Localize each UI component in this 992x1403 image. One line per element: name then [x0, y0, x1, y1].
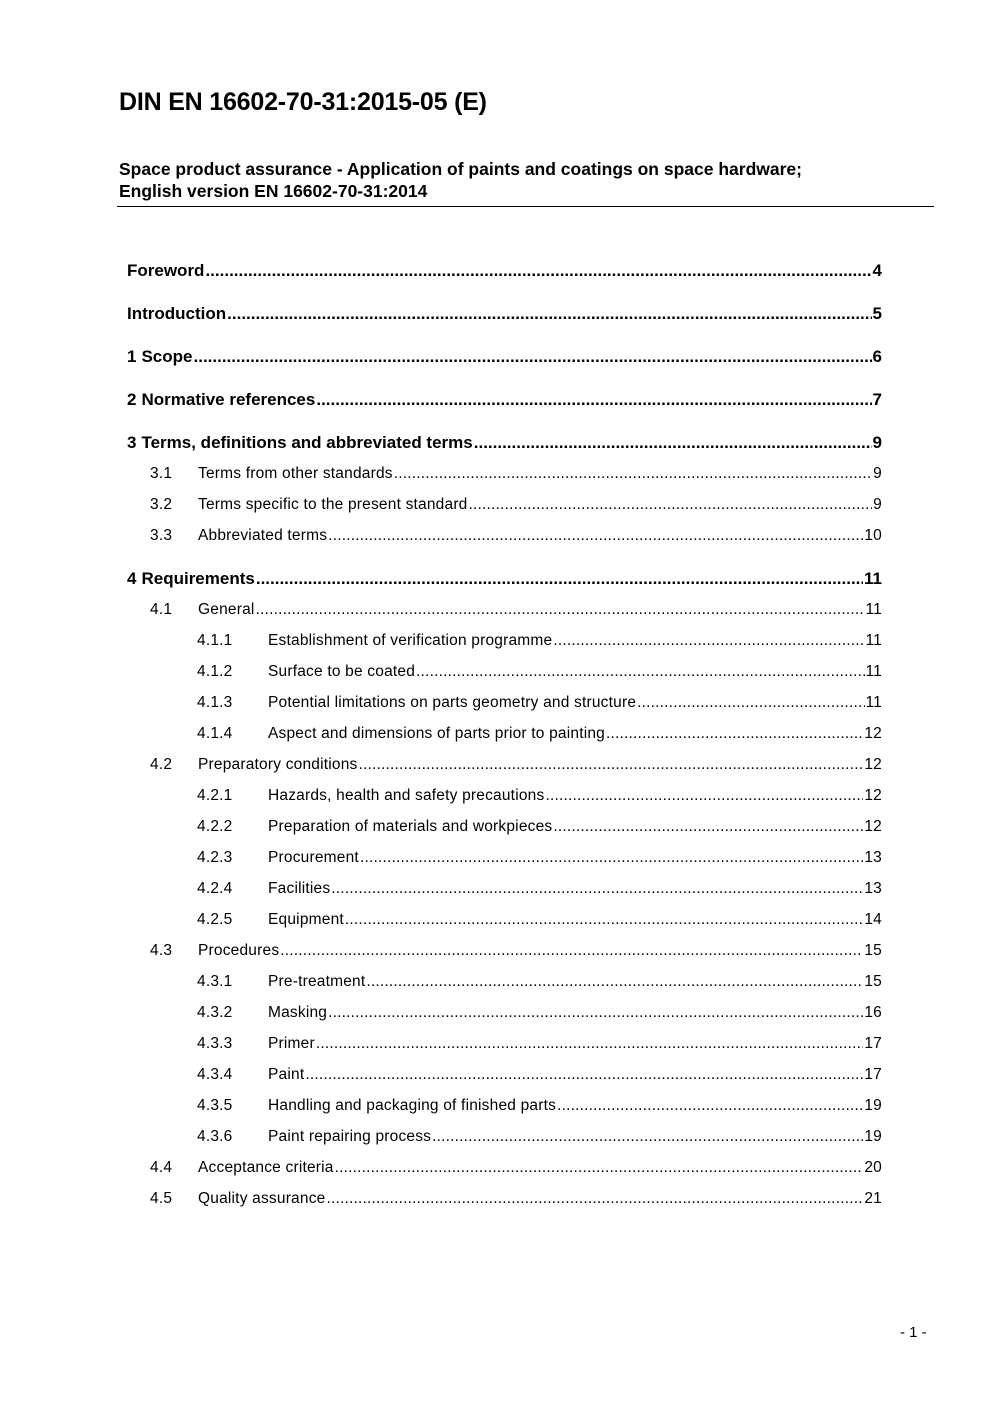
toc-dot-leader	[345, 911, 863, 929]
toc-entry[interactable]	[197, 973, 882, 997]
toc-page-number: 17	[864, 1035, 882, 1052]
toc-entry-number: 1	[127, 347, 137, 366]
toc-page-number: 11	[865, 663, 882, 680]
toc-entry-number: 4.3.5	[197, 1097, 233, 1114]
toc-page-number: 15	[864, 942, 882, 959]
toc-entry[interactable]	[197, 694, 882, 718]
toc-dot-leader	[557, 1097, 863, 1115]
toc-dot-leader	[360, 849, 863, 867]
toc-entry[interactable]	[197, 849, 882, 873]
toc-dot-leader	[416, 663, 864, 681]
toc-entry-title: Equipment	[268, 911, 344, 928]
toc-entry[interactable]	[150, 1159, 882, 1183]
toc-entry[interactable]	[197, 1066, 882, 1090]
subtitle-line-1: Space product assurance - Application of paints and coatings on space hardware;	[119, 159, 802, 179]
toc-entry[interactable]	[197, 663, 882, 687]
toc-entry-title: Introduction	[127, 304, 227, 323]
toc-page-number: 9	[873, 496, 882, 513]
toc-entry-number: 4.5	[150, 1190, 173, 1207]
toc-entry-number: 4.1.4	[197, 725, 233, 742]
toc-dot-leader	[227, 304, 871, 324]
toc-entry-number: 4.2.3	[197, 849, 233, 866]
toc-dot-leader	[553, 632, 864, 650]
toc-entry-title: Terms from other standards	[198, 465, 393, 482]
toc-entry-number: 2	[127, 390, 137, 409]
toc-page-number: 16	[864, 1004, 882, 1021]
toc-page-number: 11	[865, 694, 882, 711]
toc-entry-title: Abbreviated terms	[198, 527, 328, 544]
toc-dot-leader	[316, 1035, 864, 1053]
toc-entry-title: Procurement	[268, 849, 359, 866]
toc-entry-title: Paint	[268, 1066, 305, 1083]
toc-dot-leader	[358, 756, 863, 774]
toc-dot-leader	[474, 433, 872, 453]
toc-dot-leader	[305, 1066, 863, 1084]
toc-entry-number: 3.1	[150, 465, 173, 482]
toc-entry-title: Requirements	[141, 569, 255, 588]
toc-entry-number: 4.4	[150, 1159, 173, 1176]
toc-entry-title: Potential limitations on parts geometry and structure	[268, 694, 637, 711]
toc-dot-leader	[328, 1004, 863, 1022]
toc-entry[interactable]	[197, 725, 882, 749]
toc-entry[interactable]	[150, 756, 882, 780]
toc-entry-number: 4.3.2	[197, 1004, 233, 1021]
toc-entry-title: Normative references	[141, 390, 316, 409]
toc-page-number: 15	[864, 973, 882, 990]
toc-page-number: 4	[872, 261, 882, 280]
toc-entry[interactable]	[197, 818, 882, 842]
toc-entry[interactable]	[150, 942, 882, 966]
toc-entry-title: Scope	[141, 347, 193, 366]
toc-dot-leader	[469, 496, 873, 514]
toc-dot-leader	[256, 569, 863, 589]
toc-entry-number: 4.2.1	[197, 787, 233, 804]
toc-entry[interactable]	[127, 569, 882, 593]
toc-entry-number: 4.1.3	[197, 694, 233, 711]
document-title: DIN EN 16602-70-31:2015-05 (E)	[119, 88, 487, 116]
toc-dot-leader	[432, 1128, 863, 1146]
toc-entry-title: Preparatory conditions	[198, 756, 358, 773]
toc-entry-title: General	[198, 601, 255, 618]
toc-page-number: 9	[873, 465, 882, 482]
toc-entry-number: 4.2.4	[197, 880, 233, 897]
toc-page-number: 13	[864, 849, 882, 866]
toc-dot-leader	[194, 347, 872, 367]
toc-page-number: 6	[872, 347, 882, 366]
toc-entry-number: 3.2	[150, 496, 173, 513]
toc-dot-leader	[316, 390, 871, 410]
toc-entry[interactable]	[150, 527, 882, 551]
toc-entry-number: 3.3	[150, 527, 173, 544]
toc-page-number: 11	[865, 632, 882, 649]
subtitle-line-2: English version EN 16602-70-31:2014	[119, 181, 428, 201]
toc-dot-leader	[366, 973, 863, 991]
toc-entry[interactable]	[197, 632, 882, 656]
toc-page-number: 14	[864, 911, 882, 928]
toc-dot-leader	[553, 818, 863, 836]
toc-entry-number: 4.1.1	[197, 632, 233, 649]
toc-entry[interactable]	[197, 1004, 882, 1028]
toc-entry-title: Terms, definitions and abbreviated terms	[141, 433, 473, 452]
toc-entry-title: Foreword	[127, 261, 205, 280]
toc-entry-title: Primer	[268, 1035, 315, 1052]
toc-dot-leader	[256, 601, 865, 619]
toc-entry-number: 4.3.6	[197, 1128, 233, 1145]
toc-dot-leader	[335, 1159, 864, 1177]
toc-entry[interactable]	[150, 1190, 882, 1214]
toc-page-number: 20	[864, 1159, 882, 1176]
toc-entry[interactable]	[197, 1097, 882, 1121]
toc-entry[interactable]	[150, 465, 882, 489]
toc-dot-leader	[394, 465, 872, 483]
toc-dot-leader	[326, 1190, 863, 1208]
toc-entry-title: Establishment of verification programme	[268, 632, 553, 649]
toc-entry-title: Terms specific to the present standard	[198, 496, 468, 513]
toc-page-number: 12	[864, 787, 882, 804]
toc-entry-title: Surface to be coated	[268, 663, 416, 680]
toc-page-number: 12	[864, 818, 882, 835]
toc-entry-number: 4.3.4	[197, 1066, 233, 1083]
toc-entry[interactable]	[150, 496, 882, 520]
toc-entry-number: 4.2.5	[197, 911, 233, 928]
toc-entry-title: Paint repairing process	[268, 1128, 432, 1145]
toc-entry[interactable]	[197, 1035, 882, 1059]
toc-entry-title: Quality assurance	[198, 1190, 326, 1207]
toc-page-number: 10	[864, 527, 882, 544]
toc-page-number: 5	[872, 304, 882, 323]
toc-page-number: 19	[864, 1097, 882, 1114]
toc-entry[interactable]	[127, 347, 882, 371]
toc-dot-leader	[606, 725, 863, 743]
toc-dot-leader	[637, 694, 864, 712]
toc-entry-title: Facilities	[268, 880, 331, 897]
toc-entry[interactable]	[197, 1128, 882, 1152]
toc-page-number: 12	[864, 756, 882, 773]
toc-page-number: 17	[864, 1066, 882, 1083]
toc-entry-title: Aspect and dimensions of parts prior to painting	[268, 725, 606, 742]
toc-entry-title: Procedures	[198, 942, 280, 959]
toc-page-number: 7	[872, 390, 882, 409]
toc-page-number: 19	[864, 1128, 882, 1145]
toc-entry[interactable]	[197, 787, 882, 811]
toc-entry[interactable]	[127, 304, 882, 328]
toc-dot-leader	[280, 942, 863, 960]
toc-entry-title: Masking	[268, 1004, 328, 1021]
toc-page-number: 13	[864, 880, 882, 897]
toc-page-number: 21	[864, 1190, 882, 1207]
toc-dot-leader	[331, 880, 863, 898]
toc-entry-number: 4.3	[150, 942, 173, 959]
page-number: - 1 -	[900, 1324, 927, 1341]
toc-entry[interactable]	[197, 911, 882, 935]
toc-entry[interactable]	[127, 261, 882, 285]
toc-entry-number: 4	[127, 569, 137, 588]
toc-entry-title: Pre-treatment	[268, 973, 366, 990]
toc-entry-title: Hazards, health and safety precautions	[268, 787, 545, 804]
toc-entry[interactable]	[197, 880, 882, 904]
toc-page-number: 12	[864, 725, 882, 742]
toc-dot-leader	[545, 787, 863, 805]
toc-entry[interactable]	[127, 433, 882, 457]
toc-entry-number: 4.1.2	[197, 663, 233, 680]
toc-page-number: 11	[865, 601, 882, 618]
toc-entry[interactable]	[127, 390, 882, 414]
toc-dot-leader	[328, 527, 863, 545]
toc-entry[interactable]	[150, 601, 882, 625]
toc-entry-number: 4.2	[150, 756, 173, 773]
toc-entry-number: 4.3.3	[197, 1035, 233, 1052]
toc-entry-title: Preparation of materials and workpieces	[268, 818, 553, 835]
toc-entry-number: 4.1	[150, 601, 173, 618]
toc-entry-number: 4.3.1	[197, 973, 233, 990]
toc-page-number: 9	[872, 433, 882, 452]
toc-entry-title: Acceptance criteria	[198, 1159, 334, 1176]
toc-entry-number: 4.2.2	[197, 818, 233, 835]
toc-dot-leader	[205, 261, 871, 281]
toc-entry-title: Handling and packaging of finished parts	[268, 1097, 557, 1114]
toc-page-number: 11	[864, 569, 882, 588]
toc-entry-number: 3	[127, 433, 137, 452]
